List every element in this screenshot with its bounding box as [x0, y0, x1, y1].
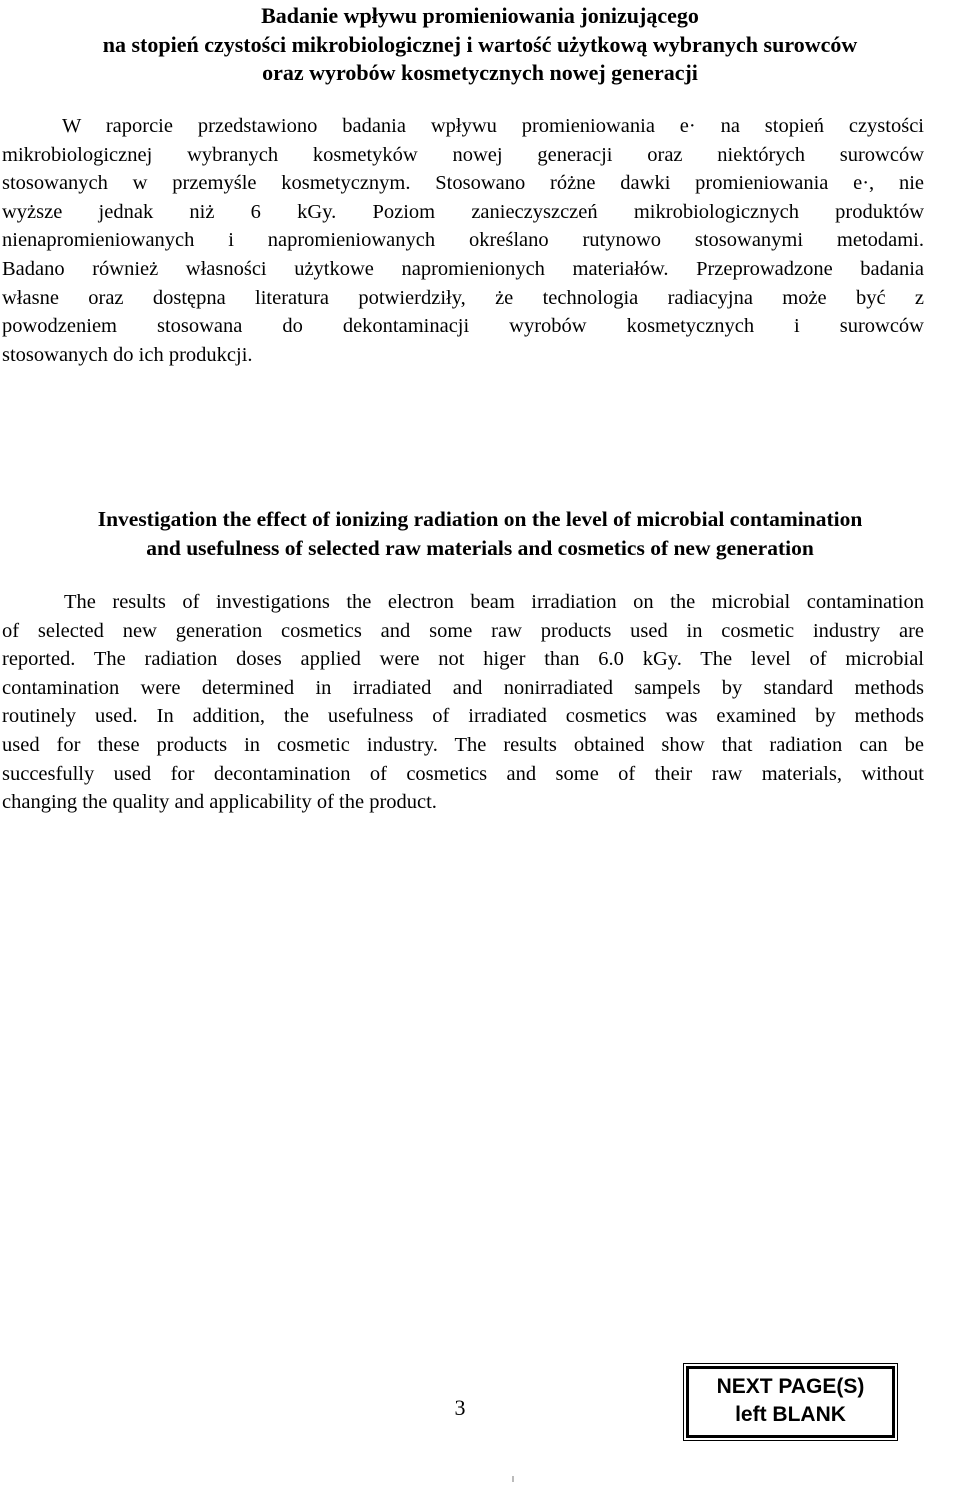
stamp-line: NEXT PAGE(S): [716, 1375, 865, 1398]
page-number: 3: [454, 1395, 466, 1420]
english-abstract-line: used for these products in cosmetic industry. The results obtained show that radiation can be: [2, 733, 924, 756]
scan-speck: [512, 1476, 514, 1482]
english-abstract-line: The results of investigations the electron beam irradiation on the microbial contamination: [64, 591, 924, 613]
polish-abstract-line: W raporcie przedstawiono badania wpływu promieniowania e· na stopień czystości: [62, 115, 924, 137]
polish-title: [0, 2, 960, 88]
polish-abstract-line: wyższe jednak niż 6 kGy. Poziom zanieczyszczeń mikrobiologicznych produktów: [2, 200, 924, 223]
english-title: [0, 505, 960, 563]
english-title-line: and usefulness of selected raw materials and cosmetics of new generation: [146, 536, 814, 560]
english-abstract-line: succesfully used for decontamination of cosmetics and some of their raw materials, without: [2, 762, 924, 785]
polish-abstract-line: powodzeniem stosowana do dekontaminacji wyrobów kosmetycznych i surowców: [2, 315, 924, 338]
stamp-line: left BLANK: [735, 1403, 846, 1426]
english-title-line: Investigation the effect of ionizing radiation on the level of microbial contamination: [97, 507, 863, 531]
english-abstract-line: routinely used. In addition, the usefulness of irradiated cosmetics was examined by methods: [2, 705, 924, 728]
polish-abstract-line: stosowanych do ich produkcji.: [2, 343, 253, 366]
english-abstract-line: contamination were determined in irradiated and nonirradiated sampels by standard methods: [2, 676, 924, 699]
polish-abstract-line: nienapromieniowanych i napromieniowanych określano rutynowo stosowanymi metodami.: [2, 229, 924, 252]
polish-abstract-line: własne oraz dostępna literatura potwierdziły, że technologia radiacyjna może być z: [2, 286, 924, 309]
polish-title-line: Badanie wpływu promieniowania jonizującego: [261, 3, 699, 28]
polish-abstract-line: stosowanych w przemyśle kosmetycznym. Stosowano różne dawki promieniowania e·, nie: [2, 172, 924, 195]
polish-abstract-line: mikrobiologicznej wybranych kosmetyków nowej generacji oraz niektórych surowców: [2, 143, 924, 166]
english-abstract-line: changing the quality and applicability of the product.: [2, 791, 437, 814]
next-pages-blank-stamp: [686, 1366, 895, 1438]
english-abstract-line: of selected new generation cosmetics and some raw products used in cosmetic industry are: [2, 619, 924, 642]
polish-abstract-line: Badano również własności użytkowe napromienionych materiałów. Przeprowadzone badania: [2, 257, 924, 280]
polish-title-line: na stopień czystości mikrobiologicznej i wartość użytkową wybranych surowców: [102, 31, 858, 57]
polish-abstract: [2, 112, 924, 369]
english-abstract-line: reported. The radiation doses applied were not higer than 6.0 kGy. The level of microbial: [2, 648, 924, 671]
polish-title-line: oraz wyrobów kosmetycznych nowej generacji: [262, 60, 698, 85]
english-abstract: [2, 588, 924, 817]
